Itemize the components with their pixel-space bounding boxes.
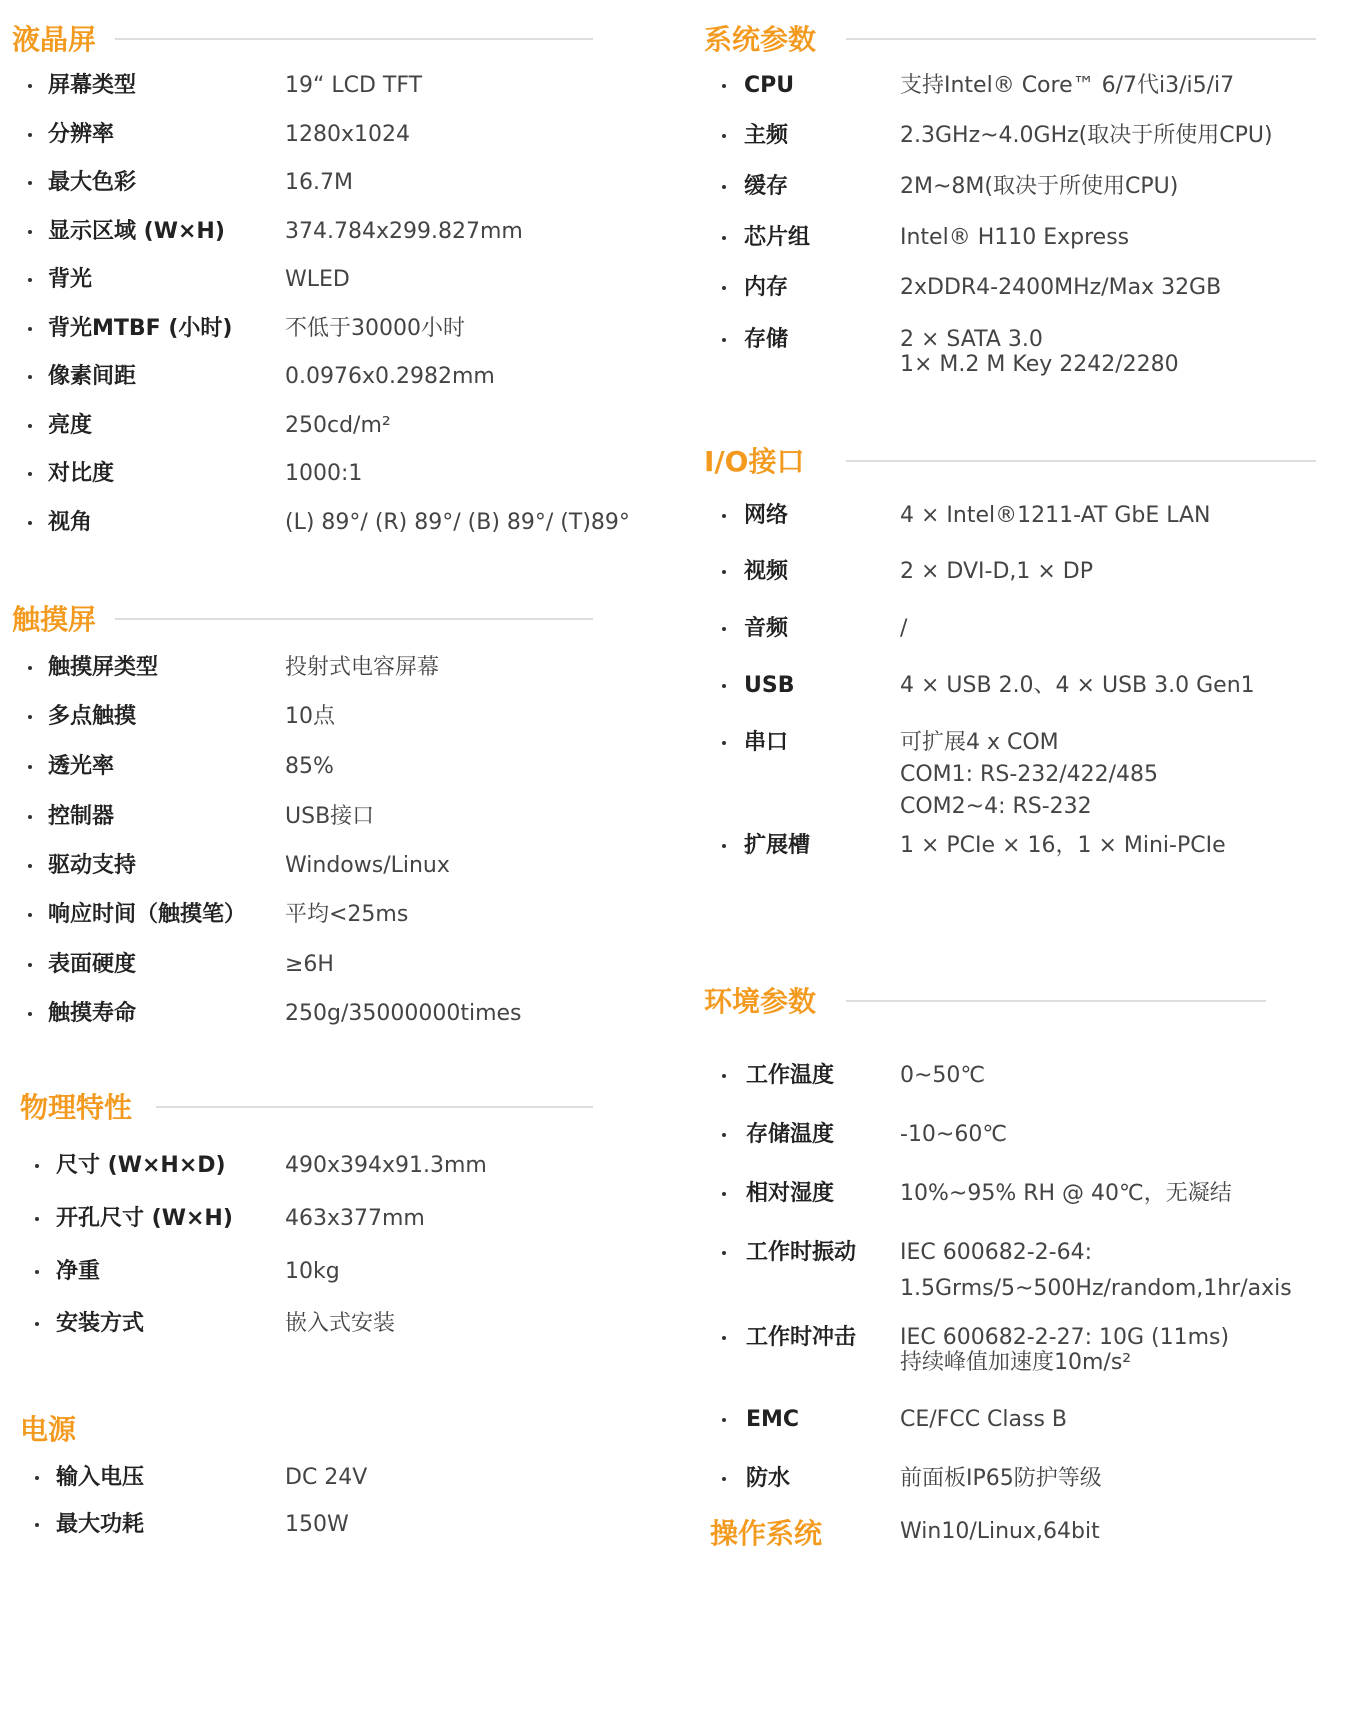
bullet-icon: [28, 181, 32, 185]
spec-label: 多点触摸: [48, 704, 137, 729]
spec-value: 2.3GHz~4.0GHz(取决于所使用CPU): [900, 123, 1273, 148]
spec-label: 屏幕类型: [48, 73, 137, 98]
spec-label: 触摸屏类型: [48, 655, 159, 680]
spec-label: 工作温度: [746, 1063, 835, 1088]
spec-value: 1280x1024: [285, 122, 410, 147]
bullet-icon: [722, 1418, 726, 1422]
spec-label: 防水: [746, 1466, 791, 1491]
spec-value-line: 持续峰值加速度10m/s²: [900, 1350, 1132, 1375]
os-value: Win10/Linux,64bit: [900, 1519, 1100, 1544]
spec-value: -10~60℃: [900, 1122, 1008, 1147]
spec-label: 相对湿度: [746, 1181, 835, 1206]
spec-label: 对比度: [48, 461, 115, 486]
spec-label: 工作时冲击: [746, 1325, 857, 1350]
section-divider: [846, 460, 1316, 462]
bullet-icon: [35, 1523, 39, 1527]
spec-value: 2xDDR4-2400MHz/Max 32GB: [900, 275, 1222, 300]
spec-label: 像素间距: [48, 364, 137, 389]
bullet-icon: [28, 327, 32, 331]
spec-label: 响应时间（触摸笔）: [48, 902, 247, 927]
bullet-icon: [28, 715, 32, 719]
section-divider: [846, 38, 1316, 40]
bullet-icon: [722, 1336, 726, 1340]
spec-value: Intel® H110 Express: [900, 225, 1130, 250]
section-title: 电源: [20, 1413, 77, 1446]
spec-value: 490x394x91.3mm: [285, 1153, 487, 1178]
spec-value: 19“ LCD TFT: [285, 73, 423, 98]
bullet-icon: [722, 286, 726, 290]
bullet-icon: [28, 765, 32, 769]
spec-value: 投射式电容屏幕: [285, 655, 440, 680]
bullet-icon: [28, 913, 32, 917]
spec-value-line: 1× M.2 M Key 2242/2280: [900, 352, 1179, 377]
spec-value: 1 × PCIe × 16，1 × Mini-PCIe: [900, 833, 1226, 858]
section-touch: [0, 598, 600, 638]
bullet-icon: [722, 514, 726, 518]
spec-value: 10点: [285, 704, 335, 729]
spec-label: 视角: [48, 510, 93, 535]
section-physical: [0, 1086, 600, 1126]
spec-value: 10kg: [285, 1259, 340, 1284]
spec-value-line: COM2~4: RS-232: [900, 794, 1092, 819]
spec-value: (L) 89°/ (R) 89°/ (B) 89°/ (T)89°: [285, 510, 630, 535]
bullet-icon: [722, 627, 726, 631]
bullet-icon: [722, 185, 726, 189]
section-title: 环境参数: [704, 985, 817, 1018]
spec-value: /: [900, 616, 908, 641]
bullet-icon: [722, 844, 726, 848]
spec-value: USB接口: [285, 804, 375, 829]
spec-value: 2M~8M(取决于所使用CPU): [900, 174, 1179, 199]
spec-value: 250g/35000000times: [285, 1001, 522, 1026]
bullet-icon: [28, 963, 32, 967]
spec-value-line: 2 × SATA 3.0: [900, 327, 1043, 352]
spec-value-line: COM1: RS-232/422/485: [900, 762, 1159, 787]
spec-label: 主频: [744, 123, 789, 148]
section-os: [700, 1512, 1364, 1552]
bullet-icon: [722, 570, 726, 574]
spec-value: Windows/Linux: [285, 853, 450, 878]
section-title: 触摸屏: [12, 603, 97, 636]
bullet-icon: [28, 864, 32, 868]
spec-label: 显示区域 (W×H): [48, 219, 225, 244]
spec-value: 85%: [285, 754, 334, 779]
bullet-icon: [35, 1322, 39, 1326]
section-io: [700, 440, 1364, 480]
spec-value: 嵌入式安装: [285, 1311, 396, 1336]
bullet-icon: [28, 1012, 32, 1016]
spec-label: 净重: [56, 1259, 101, 1284]
spec-value: 不低于30000小时: [285, 316, 465, 341]
spec-value-line: IEC 600682-2-64:: [900, 1240, 1093, 1265]
spec-value: 前面板IP65防护等级: [900, 1466, 1102, 1491]
spec-value: [900, 326, 1179, 376]
bullet-icon: [28, 666, 32, 670]
bullet-icon: [722, 84, 726, 88]
section-lcd: [0, 18, 600, 58]
spec-label: 输入电压: [56, 1465, 145, 1490]
section-divider: [846, 1000, 1266, 1002]
spec-value: [900, 727, 1158, 823]
spec-label: 控制器: [48, 804, 115, 829]
spec-label: 串口: [744, 730, 789, 755]
section-divider: [156, 1106, 593, 1108]
spec-label: 触摸寿命: [48, 1001, 137, 1026]
spec-value: CE/FCC Class B: [900, 1407, 1068, 1432]
bullet-icon: [722, 236, 726, 240]
section-divider: [115, 38, 593, 40]
bullet-icon: [28, 278, 32, 282]
spec-label: 驱动支持: [48, 853, 137, 878]
bullet-icon: [722, 1477, 726, 1481]
bullet-icon: [722, 1074, 726, 1078]
bullet-icon: [28, 521, 32, 525]
spec-value: 1000:1: [285, 461, 363, 486]
spec-value: WLED: [285, 267, 350, 292]
section-power: [0, 1408, 600, 1448]
spec-value: 4 × USB 2.0、4 × USB 3.0 Gen1: [900, 673, 1255, 698]
spec-label: 芯片组: [744, 225, 811, 250]
section-env: [700, 980, 1364, 1020]
spec-label: 扩展槽: [744, 833, 811, 858]
bullet-icon: [722, 1251, 726, 1255]
spec-label: 最大功耗: [56, 1512, 145, 1537]
spec-label: 开孔尺寸 (W×H): [56, 1206, 233, 1231]
bullet-icon: [722, 684, 726, 688]
section-divider: [115, 618, 593, 620]
spec-value: DC 24V: [285, 1465, 368, 1490]
bullet-icon: [722, 1192, 726, 1196]
spec-label: USB: [744, 673, 795, 698]
spec-value: 16.7M: [285, 170, 353, 195]
spec-label: 亮度: [48, 413, 93, 438]
spec-label: 工作时振动: [746, 1240, 857, 1265]
spec-label: 分辨率: [48, 122, 115, 147]
spec-label: 表面硬度: [48, 952, 137, 977]
bullet-icon: [35, 1217, 39, 1221]
bullet-icon: [28, 472, 32, 476]
spec-label: 透光率: [48, 754, 115, 779]
spec-value-line: 1.5Grms/5~500Hz/random,1hr/axis: [900, 1276, 1292, 1301]
bullet-icon: [28, 424, 32, 428]
spec-label: 视频: [744, 559, 789, 584]
spec-value: 374.784x299.827mm: [285, 219, 523, 244]
section-title: 液晶屏: [12, 23, 97, 56]
bullet-icon: [28, 133, 32, 137]
spec-value: 0.0976x0.2982mm: [285, 364, 495, 389]
spec-label: 缓存: [744, 174, 789, 199]
bullet-icon: [28, 815, 32, 819]
bullet-icon: [28, 375, 32, 379]
spec-value: 250cd/m²: [285, 413, 391, 438]
spec-value: 支持Intel® Core™ 6/7代i3/i5/i7: [900, 73, 1235, 98]
spec-value-line: IEC 600682-2-27: 10G (11ms): [900, 1325, 1230, 1350]
spec-value: 2 × DVI-D,1 × DP: [900, 559, 1094, 584]
spec-label: 网络: [744, 503, 789, 528]
spec-label: 内存: [744, 275, 789, 300]
bullet-icon: [722, 1133, 726, 1137]
bullet-icon: [28, 84, 32, 88]
bullet-icon: [722, 741, 726, 745]
section-system: [700, 18, 1364, 58]
spec-label: 背光: [48, 267, 93, 292]
spec-label: 背光MTBF (小时): [48, 316, 233, 341]
spec-value: 4 × Intel®1211-AT GbE LAN: [900, 503, 1211, 528]
bullet-icon: [35, 1476, 39, 1480]
section-title: 系统参数: [704, 23, 817, 56]
spec-value: 463x377mm: [285, 1206, 425, 1231]
section-title: I/O接口: [704, 445, 805, 478]
bullet-icon: [722, 338, 726, 342]
spec-label: 存储温度: [746, 1122, 835, 1147]
spec-label: CPU: [744, 73, 795, 98]
spec-label: 存储: [744, 327, 789, 352]
section-title: 物理特性: [20, 1091, 133, 1124]
spec-label: 尺寸 (W×H×D): [56, 1153, 226, 1178]
spec-value: 平均<25ms: [285, 902, 409, 927]
bullet-icon: [722, 134, 726, 138]
spec-value: [900, 1235, 1292, 1307]
spec-value: ≥6H: [285, 952, 334, 977]
section-title: 操作系统: [710, 1517, 823, 1550]
spec-value: [900, 1324, 1229, 1374]
bullet-icon: [35, 1164, 39, 1168]
bullet-icon: [28, 230, 32, 234]
spec-value: 10%~95% RH @ 40℃，无凝结: [900, 1181, 1232, 1206]
spec-label: EMC: [746, 1407, 800, 1432]
spec-label: 安装方式: [56, 1311, 145, 1336]
spec-value: 0~50℃: [900, 1063, 986, 1088]
spec-value-line: 可扩展4 x COM: [900, 730, 1059, 755]
spec-label: 音频: [744, 616, 789, 641]
spec-label: 最大色彩: [48, 170, 137, 195]
spec-value: 150W: [285, 1512, 349, 1537]
bullet-icon: [35, 1270, 39, 1274]
